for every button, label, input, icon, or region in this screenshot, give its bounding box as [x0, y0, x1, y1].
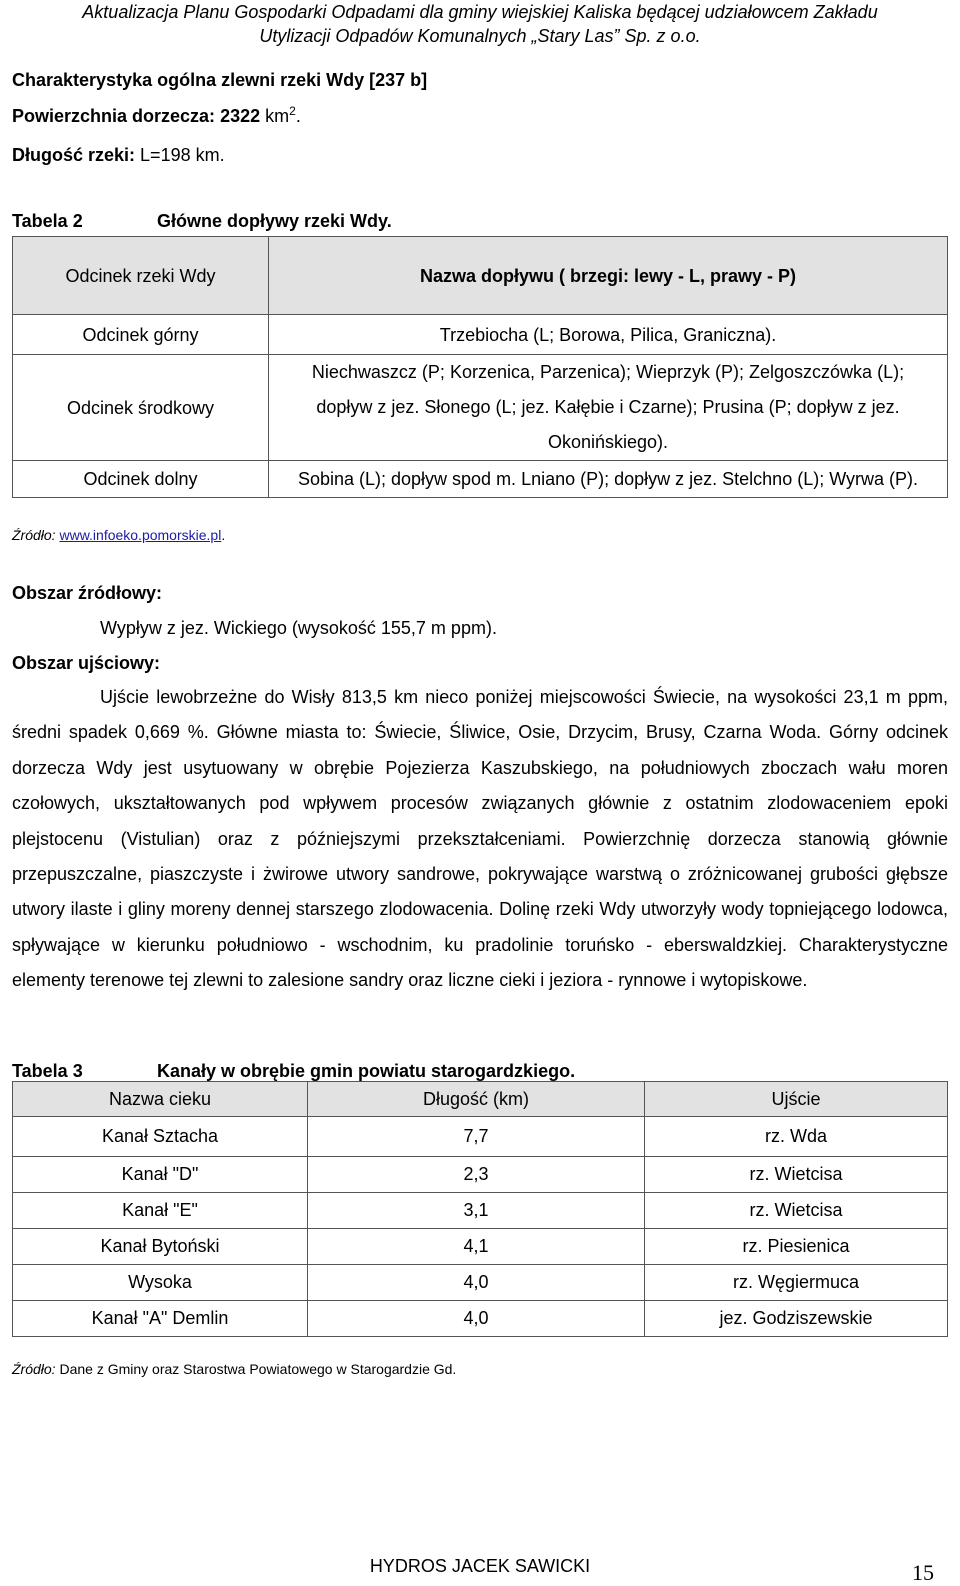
table-header-row — [13, 237, 948, 315]
section-title: Charakterystyka ogólna zlewni rzeki Wdy [237 b] — [12, 70, 428, 90]
mouth-paragraph-text: Ujście lewobrzeżne do Wisły 813,5 km nieco poniżej miejscowości Świecie, na wysokości 23,1 m ppm, średni spadek 0,669 %. Główne miasta to: Świecie, Śliwice, Osie, Drzycim, Brusy, Czarna Woda. Górny odcinek dorzecza Wdy jest usytuowany w obrębie Pojezierza Kaszubskiego, na południowych zboczach wału moren czołowych, ukształtowanych pod wpływem procesów związanych głównie z ostatnim zlodowaceniem epoki plejstocenu (Vistulian) oraz z późniejszymi przekształceniami. Powierzchnię dorzecza stanowią głównie przepuszczalne, piaszczyste i żwirowe utwory sandrowe, pokrywające warstwą o zróżnicowanej grubości głębsze utwory ilaste i gliny moreny dennej starszego zlodowacenia. Dolinę rzeki Wdy utworzyły wody topniejącego lodowca, spływające w kierunku południowo - wschodnim, ku pradolinie toruńsko - eberswaldzkiej. Charakterystyczne elementy terenowe tej zlewni to zalesione sandry oraz liczne cieki i jeziora - rynnowe i wytopiskowe. — [12, 687, 948, 991]
canals-table — [12, 1081, 948, 1337]
length-value: L=198 km. — [140, 145, 225, 165]
page-number: 15 — [912, 1560, 934, 1585]
table-row — [13, 1229, 948, 1265]
canal-length-cell: 2,3 — [308, 1157, 645, 1193]
canal-length-cell: 7,7 — [308, 1117, 645, 1157]
header-cell-name: Nazwa cieku — [13, 1082, 308, 1117]
spring-text: Wypływ z jez. Wickiego (wysokość 155,7 m ppm). — [100, 618, 497, 638]
table3-source — [12, 1361, 456, 1377]
table-row — [13, 315, 948, 355]
table2-source — [12, 527, 225, 543]
canal-mouth-cell: rz. Wda — [645, 1117, 948, 1157]
document-header — [0, 0, 960, 48]
tributaries-cell: Sobina (L); dopływ spod m. Lniano (P); dopływ z jez. Stelchno (L); Wyrwa (P). — [269, 461, 948, 498]
table3-caption-text: Kanały w obrębie gmin powiatu starogardzkiego. — [157, 1061, 576, 1081]
table-row — [13, 355, 948, 461]
canal-name-cell: Kanał "A" Demlin — [13, 1301, 308, 1337]
mouth-label: Obszar ujściowy: — [12, 653, 161, 673]
canal-length-cell: 4,0 — [308, 1301, 645, 1337]
header-line-2: Utylizacji Odpadów Komunalnych „Stary Las” Sp. z o.o. — [259, 26, 701, 46]
catchment-area — [12, 104, 301, 127]
river-length — [12, 145, 225, 166]
canal-mouth-cell: rz. Piesienica — [645, 1229, 948, 1265]
header-cell-length: Długość (km) — [308, 1082, 645, 1117]
header-cell-tributaries: Nazwa dopływu ( brzegi: lewy - L, prawy - P) — [269, 237, 948, 315]
area-end: . — [295, 106, 301, 126]
canal-mouth-cell: rz. Wietcisa — [645, 1157, 948, 1193]
table2-caption-number: Tabela 2 — [12, 211, 83, 231]
table-header-row — [13, 1082, 948, 1117]
spring-label: Obszar źródłowy: — [12, 583, 163, 603]
header-cell-mouth: Ujście — [645, 1082, 948, 1117]
canal-name-cell: Kanał Sztacha — [13, 1117, 308, 1157]
table3-caption-number: Tabela 3 — [12, 1061, 83, 1081]
canal-mouth-cell: rz. Wietcisa — [645, 1193, 948, 1229]
section-cell: Odcinek dolny — [13, 461, 269, 498]
canal-name-cell: Kanał Bytoński — [13, 1229, 308, 1265]
tributaries-table — [12, 236, 948, 498]
area-value: 2322 — [220, 106, 261, 126]
table-row — [13, 1157, 948, 1193]
area-label: Powierzchnia dorzecza: — [12, 106, 216, 126]
canal-name-cell: Wysoka — [13, 1265, 308, 1301]
canal-length-cell: 3,1 — [308, 1193, 645, 1229]
table2-caption-text: Główne dopływy rzeki Wdy. — [157, 211, 392, 231]
source-label: Źródło: — [12, 1361, 56, 1377]
length-label: Długość rzeki: — [12, 145, 136, 165]
table-row — [13, 1117, 948, 1157]
source-end: . — [221, 527, 226, 543]
table-row — [13, 1193, 948, 1229]
tributaries-cell: Niechwaszcz (P; Korzenica, Parzenica); Wieprzyk (P); Zelgoszczówka (L); dopływ z jez. Słonego (L; jez. Kałębie i Czarne); Prusina (P; dopływ z jez. Okonińskiego). — [269, 355, 948, 461]
area-sup: 2 — [289, 104, 296, 118]
footer-company: HYDROS JACEK SAWICKI — [369, 1556, 591, 1576]
area-unit: km — [265, 106, 290, 126]
section-cell: Odcinek środkowy — [13, 355, 269, 461]
canal-name-cell: Kanał "E" — [13, 1193, 308, 1229]
section-cell: Odcinek górny — [13, 315, 269, 355]
source-text: Dane z Gminy oraz Starostwa Powiatowego w Starogardzie Gd. — [59, 1361, 457, 1377]
tributaries-cell: Trzebiocha (L; Borowa, Pilica, Graniczna). — [269, 315, 948, 355]
table-row — [13, 461, 948, 498]
canal-length-cell: 4,1 — [308, 1229, 645, 1265]
table-row — [13, 1301, 948, 1337]
header-line-1: Aktualizacja Planu Gospodarki Odpadami dla gminy wiejskiej Kaliska będącej udziałowcem Zakładu — [82, 2, 878, 22]
source-label: Źródło: — [12, 527, 56, 543]
table-row — [13, 1265, 948, 1301]
canal-name-cell: Kanał "D" — [13, 1157, 308, 1193]
canal-mouth-cell: jez. Godziszewskie — [645, 1301, 948, 1337]
canal-length-cell: 4,0 — [308, 1265, 645, 1301]
canal-mouth-cell: rz. Węgiermuca — [645, 1265, 948, 1301]
source-link[interactable]: www.infoeko.pomorskie.pl — [59, 527, 222, 543]
header-cell-section: Odcinek rzeki Wdy — [13, 237, 269, 315]
mouth-paragraph — [12, 680, 948, 999]
